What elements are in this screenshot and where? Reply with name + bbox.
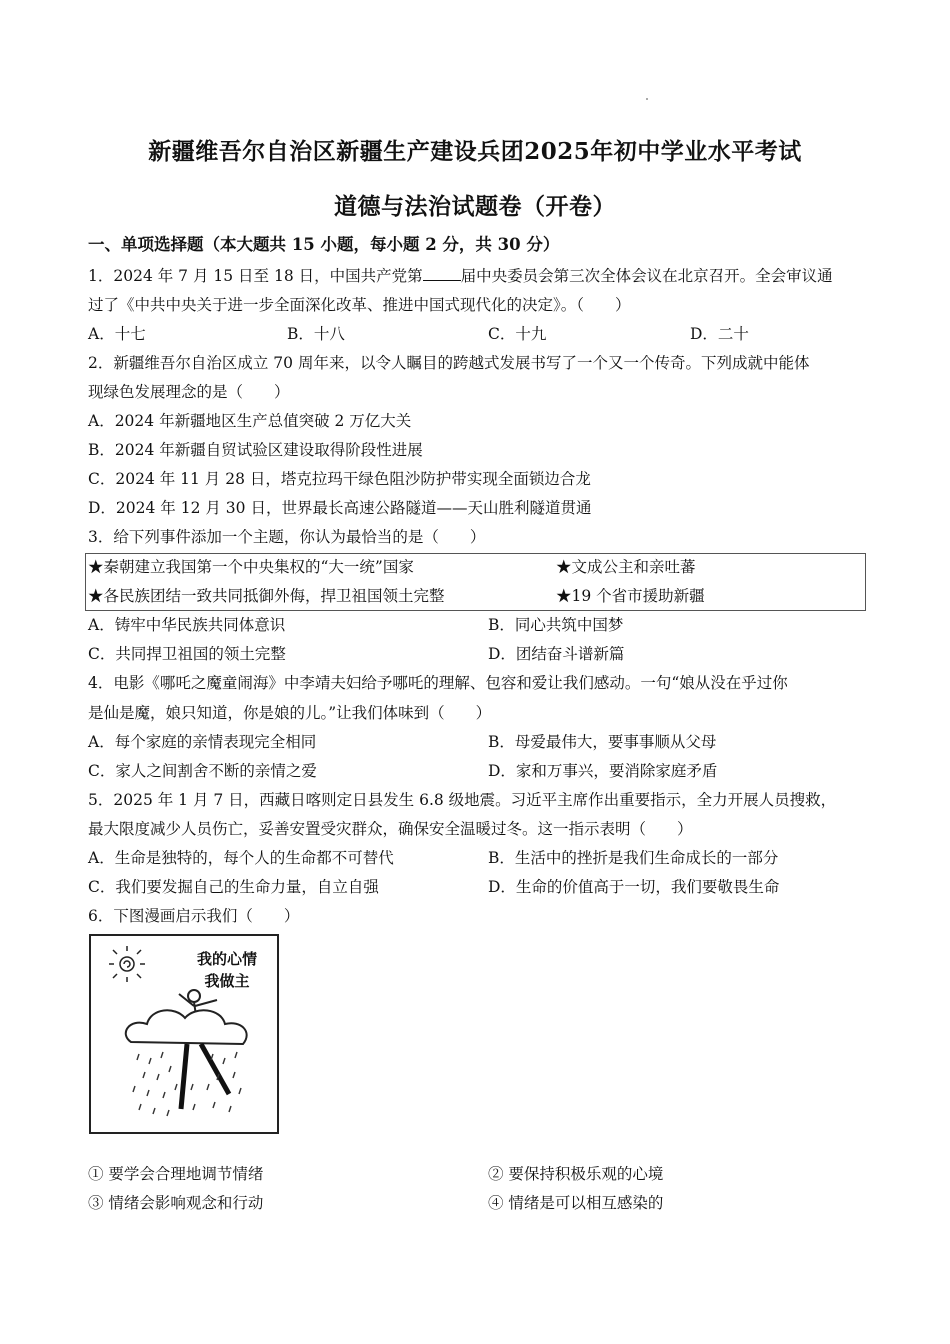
q1-text-a: 1．2024 年 7 月 15 日至 18 日，中国共产党第 [88, 267, 423, 285]
q1-line1 [88, 266, 833, 286]
q2-option-d: D．2024 年 12 月 30 日，世界最长高速公路隧道——天山胜利隧道贯通 [88, 499, 592, 517]
q2-option-b: B．2024 年新疆自贸试验区建设取得阶段性进展 [88, 441, 423, 459]
q5-option-a: A．生命是独特的，每个人的生命都不可替代 [88, 849, 394, 867]
q4-option-d: D．家和万事兴，要消除家庭矛盾 [488, 762, 718, 780]
q5-option-c: C．我们要发掘自己的生命力量，自立自强 [88, 878, 379, 896]
q1-text-b: 届中央委员会第三次全体会议在北京召开。全会审议通 [460, 267, 833, 285]
q5-line1: 5．2025 年 1 月 7 日，西藏日喀则定日县发生 6.8 级地震。习近平主席作出重要指示，全力开展人员搜救， [88, 791, 837, 809]
q1-option-a: A．十七 [88, 325, 146, 343]
q4-option-a: A．每个家庭的亲情表现完全相同 [88, 733, 317, 751]
q3-event-2: ★文成公主和亲吐蕃 [556, 558, 696, 576]
q1-option-c: C．十九 [488, 325, 547, 343]
exam-subtitle: 道德与法治试题卷（开卷） [334, 193, 616, 220]
q2-line2: 现绿色发展理念的是（ ） [88, 383, 290, 401]
q6-statement-1: ① 要学会合理地调节情绪 [88, 1165, 264, 1183]
q1-option-d: D．二十 [690, 325, 749, 343]
q2-option-c: C．2024 年 11 月 28 日，塔克拉玛干绿色阻沙防护带实现全面锁边合龙 [88, 470, 591, 488]
cartoon-caption-2: 我做主 [204, 972, 250, 990]
q3-option-a: A．铸牢中华民族共同体意识 [88, 616, 286, 634]
q6-statement-3: ③ 情绪会影响观念和行动 [88, 1194, 264, 1212]
section-heading: 一、单项选择题（本大题共 15 小题，每小题 2 分，共 30 分） [88, 235, 560, 254]
cartoon-illustration [89, 934, 279, 1134]
q5-line2: 最大限度减少人员伤亡，妥善安置受灾群众，确保安全温暖过冬。这一指示表明（ ） [88, 820, 693, 838]
q1-blank [423, 266, 461, 281]
q5-option-b: B．生活中的挫折是我们生命成长的一部分 [488, 849, 779, 867]
q3-option-d: D．团结奋斗谱新篇 [488, 645, 625, 663]
q2-line1: 2．新疆维吾尔自治区成立 70 周年来，以令人瞩目的跨越式发展书写了一个又一个传奇。下列成就中能体 [88, 354, 810, 372]
q3-option-b: B．同心共筑中国梦 [488, 616, 624, 634]
q6-statement-2: ② 要保持积极乐观的心境 [488, 1165, 664, 1183]
q6-statement-4: ④ 情绪是可以相互感染的 [488, 1194, 664, 1212]
exam-title: 新疆维吾尔自治区新疆生产建设兵团2025年初中学业水平考试 [148, 138, 802, 165]
q3-event-3: ★各民族团结一致共同抵御外侮，捍卫祖国领土完整 [88, 587, 445, 605]
cartoon-caption-1: 我的心情 [196, 950, 258, 968]
q4-option-b: B．母爱最伟大，要事事顺从父母 [488, 733, 717, 751]
q3-event-1: ★秦朝建立我国第一个中央集权的“大一统”国家 [88, 558, 414, 576]
q3-event-4: ★19 个省市援助新疆 [556, 587, 705, 605]
q4-option-c: C．家人之间割舍不断的亲情之爱 [88, 762, 317, 780]
q4-line2: 是仙是魔，娘只知道，你是娘的儿。”让我们体味到（ ） [88, 704, 492, 722]
q4-line1: 4．电影《哪吒之魔童闹海》中李靖夫妇给予哪吒的理解、包容和爱让我们感动。一句“娘从没在乎过你 [88, 674, 788, 692]
q3-line1: 3．给下列事件添加一个主题，你认为最恰当的是（ ） [88, 528, 486, 546]
q1-option-b: B．十八 [287, 325, 345, 343]
q2-option-a: A．2024 年新疆地区生产总值突破 2 万亿大关 [88, 412, 412, 430]
q3-option-c: C．共同捍卫祖国的领土完整 [88, 645, 286, 663]
q1-line2: 过了《中共中央关于进一步全面深化改革、推进中国式现代化的决定》。（ ） [88, 296, 631, 314]
q5-option-d: D．生命的价值高于一切，我们要敬畏生命 [488, 878, 780, 896]
q6-line1: 6．下图漫画启示我们（ ） [88, 907, 300, 925]
scan-dot [646, 98, 648, 100]
